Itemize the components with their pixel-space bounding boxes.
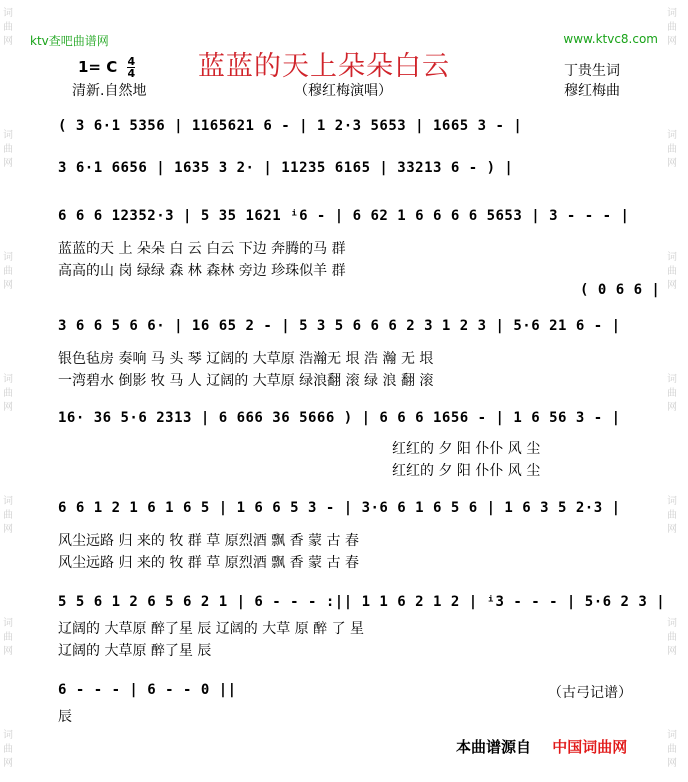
- watermark-char: 曲: [3, 632, 13, 643]
- watermark-char: 词: [3, 130, 13, 141]
- watermark-char: 曲: [667, 632, 677, 643]
- watermark-char: 曲: [3, 744, 13, 755]
- lyric-line: 红红的 夕 阳 仆仆 风 尘: [392, 441, 541, 457]
- watermark-char: 词: [3, 252, 13, 263]
- watermark-char: 词: [667, 618, 677, 629]
- singer-credit: （穆红梅演唱）: [294, 83, 392, 99]
- site-link-right[interactable]: www.ktvc8.com: [563, 32, 658, 46]
- lyric-line: 辽阔的 大草原 醉了星 辰 辽阔的 大草 原 醉 了 星: [58, 621, 365, 637]
- watermark-char: 网: [667, 758, 677, 769]
- watermark-char: 网: [667, 524, 677, 535]
- lyric-line: 蓝蓝的天 上 朵朵 白 云 白云 下边 奔腾的马 群: [58, 241, 346, 257]
- watermark-char: 曲: [667, 388, 677, 399]
- watermark-char: 词: [3, 618, 13, 629]
- watermark-char: 曲: [3, 510, 13, 521]
- watermark-char: 曲: [667, 510, 677, 521]
- watermark-char: 曲: [3, 266, 13, 277]
- watermark-char: 网: [3, 158, 13, 169]
- source-credit: [456, 736, 627, 757]
- watermark-char: 网: [667, 280, 677, 291]
- lyric-line: 高高的山 岗 绿绿 森 林 森林 旁边 珍珠似羊 群: [58, 263, 346, 279]
- lyric-line: 银色毡房 奏响 马 头 琴 辽阔的 大草原 浩瀚无 垠 浩 瀚 无 垠: [58, 351, 434, 367]
- watermark-char: 曲: [3, 388, 13, 399]
- watermark-char: 词: [3, 8, 13, 19]
- score-line-3: 6 6 6 12352·3 | 5 35 1621 ⁱ6 - | 6 62 1 6 6 6 6 5653 | 3 - - - |: [58, 208, 630, 224]
- watermark-char: 曲: [667, 144, 677, 155]
- lyric-line: 辰: [58, 709, 72, 725]
- watermark-char: 网: [3, 280, 13, 291]
- watermark-char: 网: [3, 646, 13, 657]
- key-label: 1= C: [78, 58, 118, 76]
- source-prefix: 本曲谱源自: [456, 738, 532, 756]
- score-line-6: 16· 36 5·6 2313 | 6 666 36 5666 ) | 6 6 6 1656 - | 1 6 56 3 - |: [58, 410, 621, 426]
- watermark-char: 曲: [667, 266, 677, 277]
- watermark-char: 网: [667, 36, 677, 47]
- watermark-char: 词: [667, 252, 677, 263]
- watermark-char: 词: [3, 374, 13, 385]
- watermark-char: 词: [3, 730, 13, 741]
- performance-mood: 清新.自然地: [72, 83, 147, 99]
- watermark-char: 网: [3, 758, 13, 769]
- watermark-char: 网: [667, 402, 677, 413]
- watermark-char: 曲: [3, 144, 13, 155]
- watermark-char: 词: [3, 496, 13, 507]
- watermark-char: 网: [667, 646, 677, 657]
- watermark-char: 词: [667, 130, 677, 141]
- time-signature: [127, 56, 135, 79]
- watermark-char: 词: [667, 496, 677, 507]
- watermark-char: 网: [3, 402, 13, 413]
- lyric-line: 风尘远路 归 来的 牧 群 草 原烈酒 飘 香 蒙 古 春: [58, 533, 359, 549]
- score-line-2: 3 6·1 6656 | 1635 3 2· | 11235 6165 | 33213 6 - ) |: [58, 160, 514, 176]
- watermark-char: 词: [667, 374, 677, 385]
- song-title: 蓝蓝的天上朵朵白云: [198, 51, 450, 82]
- watermark-char: 曲: [3, 22, 13, 33]
- lyric-line: 风尘远路 归 来的 牧 群 草 原烈酒 飘 香 蒙 古 春: [58, 555, 359, 571]
- watermark-char: 曲: [667, 22, 677, 33]
- time-sig-top: 4: [127, 55, 136, 68]
- time-sig-bottom: 4: [127, 67, 136, 80]
- lyricist-credit: 丁贵生词: [564, 63, 620, 79]
- composer-credit: 穆红梅曲: [564, 83, 620, 99]
- score-line-9: 6 - - - | 6 - - 0 ||: [58, 682, 237, 698]
- watermark-char: 网: [3, 524, 13, 535]
- watermark-char: 曲: [667, 744, 677, 755]
- watermark-char: 词: [667, 8, 677, 19]
- watermark-char: 网: [3, 36, 13, 47]
- lyric-line: 辽阔的 大草原 醉了星 辰: [58, 643, 212, 659]
- key-signature: [78, 56, 135, 79]
- right-watermark-column: [664, 0, 688, 782]
- left-watermark-column: [0, 0, 24, 782]
- lyric-line: 一湾碧水 倒影 牧 马 人 辽阔的 大草原 绿浪翻 滚 绿 浪 翻 滚: [58, 373, 434, 389]
- score-line-8: 5 5 6 1 2 6 5 6 2 1 | 6 - - - :|| 1 1 6 2 1 2 | ⁱ3 - - - | 5·6 2 3 |: [58, 594, 666, 610]
- score-line-1: ( 3 6·1 5356 | 1165621 6 - | 1 2·3 5653 | 1665 3 - |: [58, 118, 523, 134]
- score-line-7: 6 6 1 2 1 6 1 6 5 | 1 6 6 5 3 - | 3·6 6 1 6 5 6 | 1 6 3 5 2·3 |: [58, 500, 621, 516]
- watermark-char: 网: [667, 158, 677, 169]
- transcriber-credit: （古弓记谱）: [548, 685, 632, 701]
- watermark-char: 词: [667, 730, 677, 741]
- site-link-left[interactable]: ktv查吧曲谱网: [30, 34, 109, 48]
- source-brand-link[interactable]: 中国词曲网: [552, 738, 628, 756]
- score-line-5: 3 6 6 5 6 6· | 16 65 2 - | 5 3 5 6 6 6 2 3 1 2 3 | 5·6 21 6 - |: [58, 318, 621, 334]
- score-line-4: ( 0 6 6 |: [580, 282, 661, 298]
- lyric-line: 红红的 夕 阳 仆仆 风 尘: [392, 463, 541, 479]
